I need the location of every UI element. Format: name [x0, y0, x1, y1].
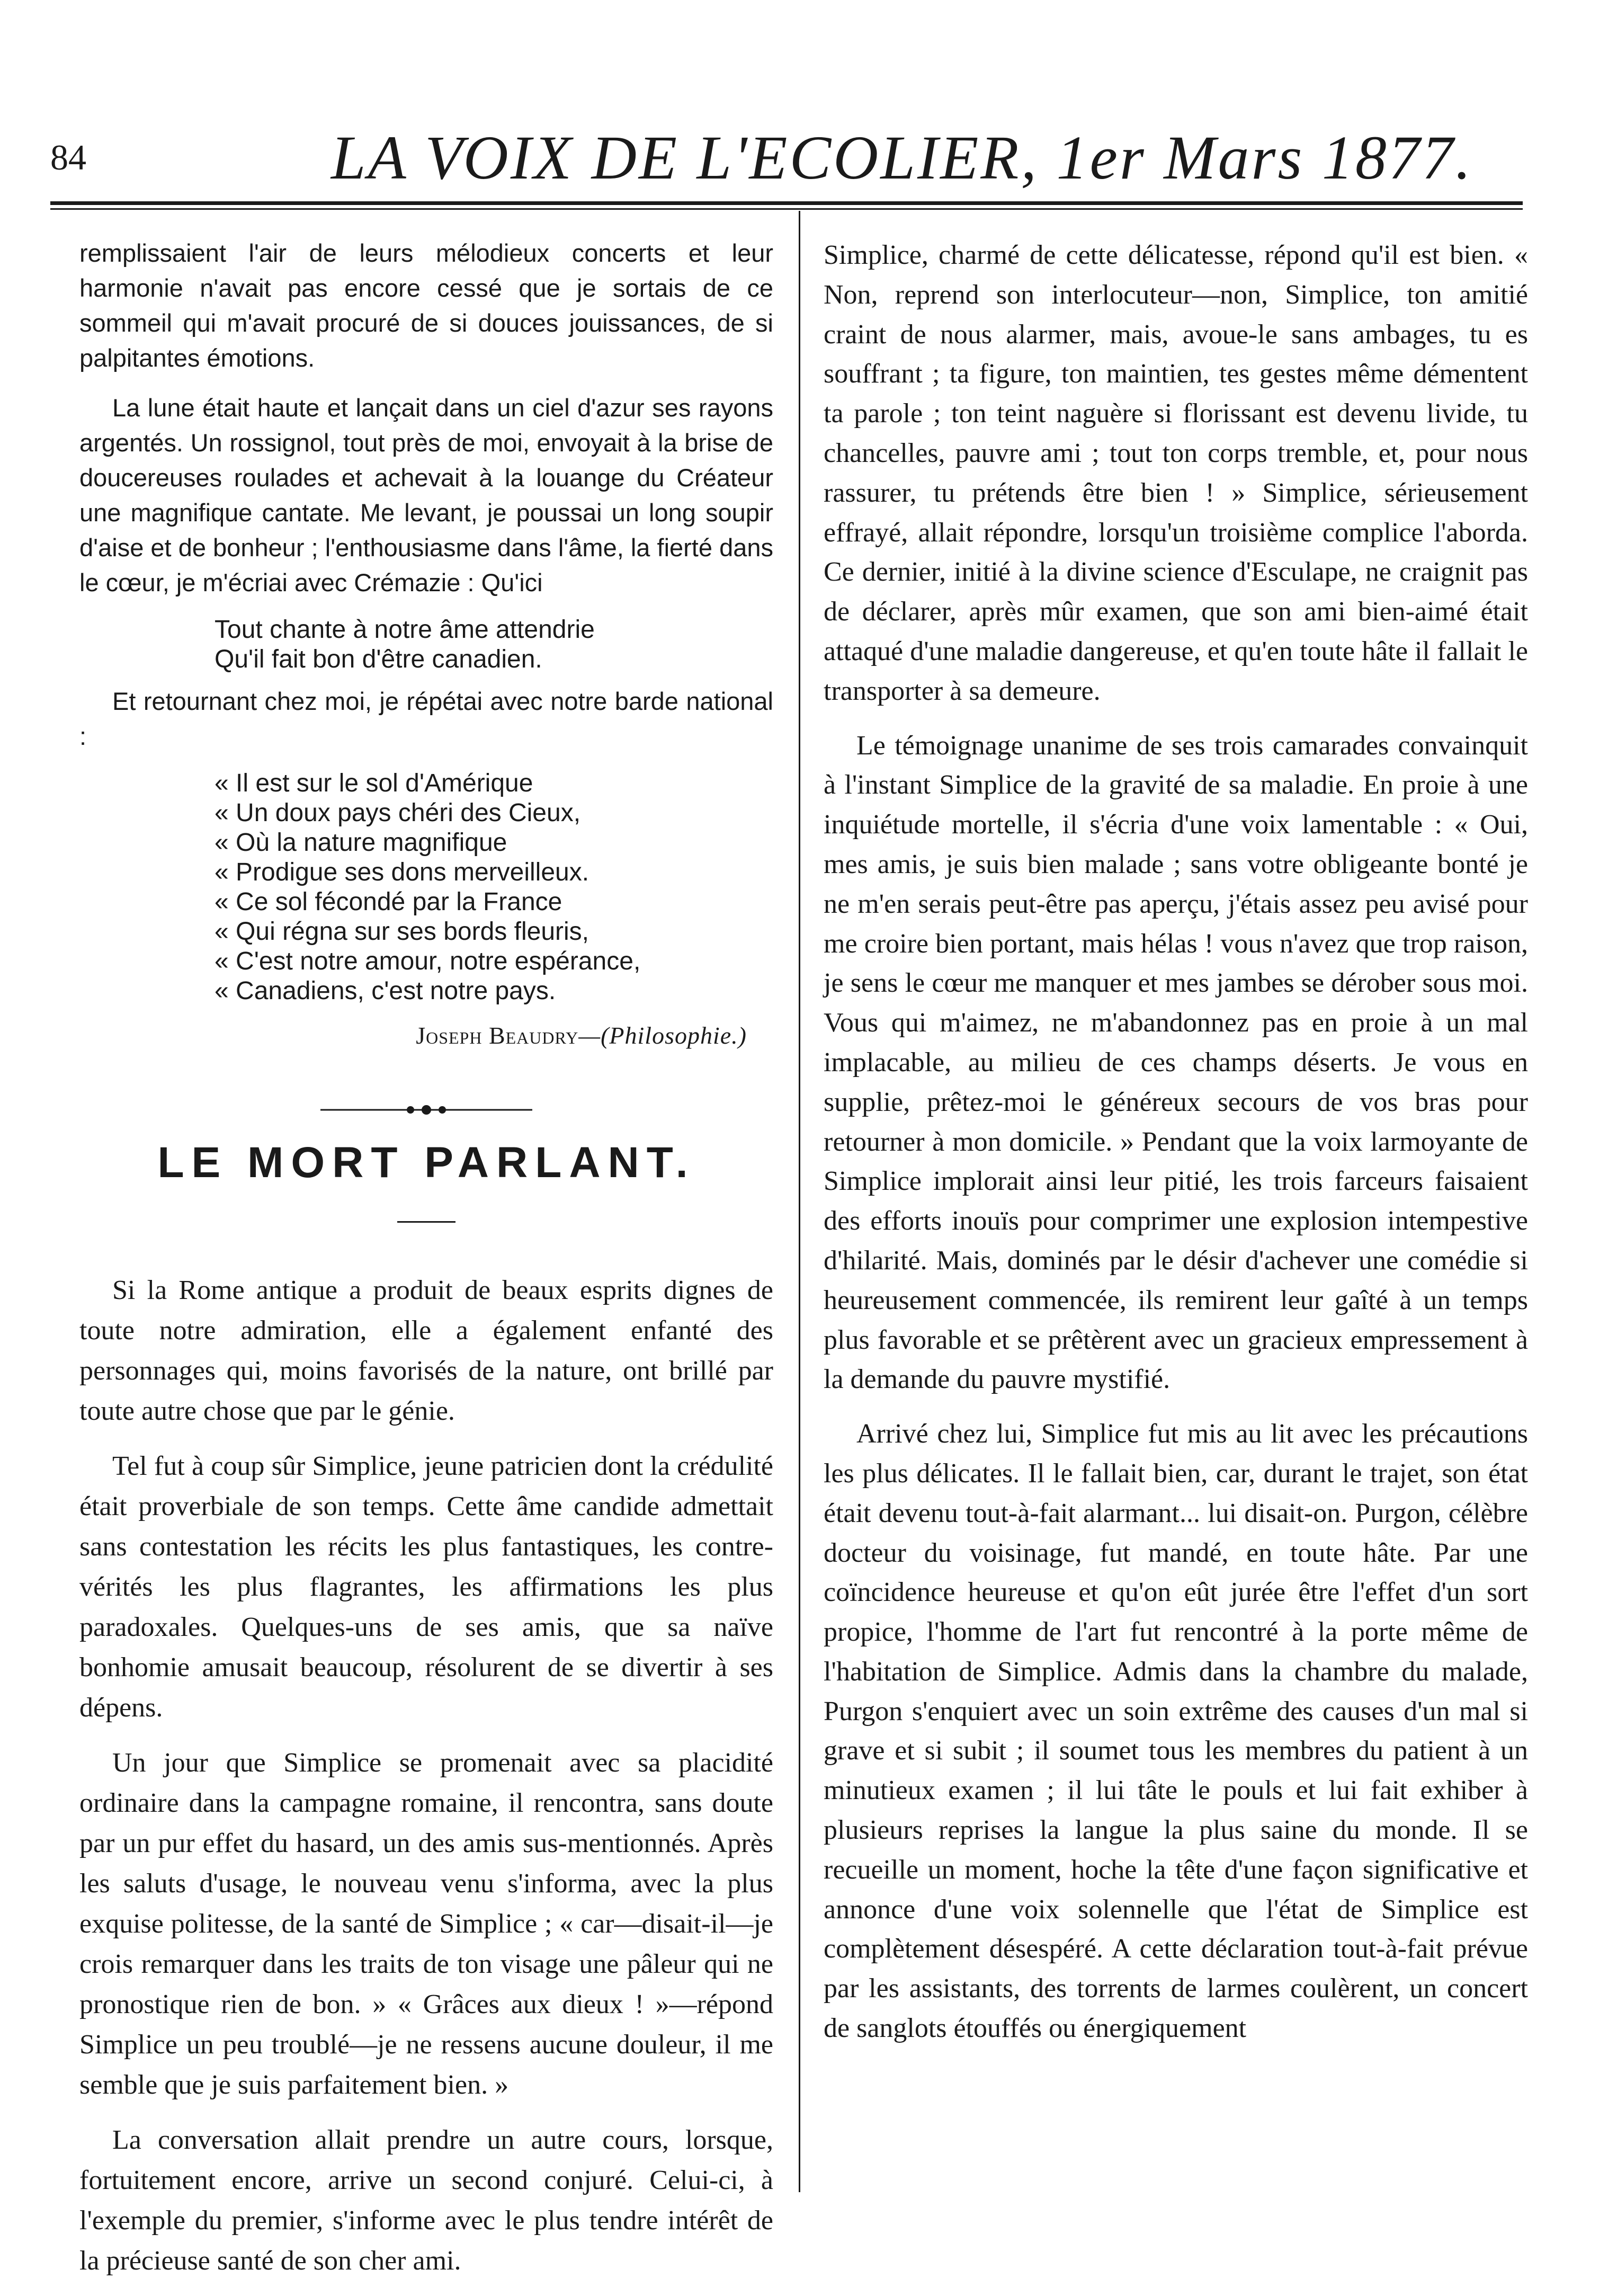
- left-column: [79, 236, 773, 2296]
- header-rule-thick: [50, 201, 1523, 205]
- right-column: [824, 236, 1528, 2063]
- verse-line: Qu'il fait bon d'être canadien.: [215, 645, 542, 673]
- ornament-divider: [320, 1099, 532, 1120]
- paragraph: Si la Rome antique a produit de beaux esprits dignes de toute notre admiration, elle a également enfanté des personnages qui, moins favorisés de la nature, ont brillé par toute autre chose que par le génie.: [79, 1275, 773, 1426]
- verse-line: « Il est sur le sol d'Amérique: [215, 769, 533, 797]
- running-title: LA VOIX DE L'ECOLIER, 1er Mars 1877.: [331, 123, 1473, 192]
- author-signature: [79, 1020, 747, 1052]
- paragraph: Simplice, charmé de cette délicatesse, répond qu'il est bien. « Non, reprend son interlocuteur—non, Simplice, ton amitié craint de nous alarmer, mais, avoue-le sans ambages, tu es souffrant ; ta figure, ton maintien, tes gestes même démentent ta parole ; ton teint naguère si florissant est devenu livide, tu chancelles, pauvre ami ; tout ton corps tremble, et, pour nous rassurer, tu prétends être bien ! » Simplice, sérieusement effrayé, allait répondre, lorsqu'un troisième complice l'aborda. Ce dernier, initié à la divine science d'Esculape, ne craignit pas de déclarer, après mûr examen, que son ami bien-aimé était attaqué d'une maladie dangereuse, et qu'en toute hâte il fallait le transporter à sa demeure.: [824, 240, 1528, 706]
- author-class: —(Philosophie.): [578, 1022, 747, 1049]
- header-rule-thin: [50, 208, 1523, 210]
- verse-line: « Canadiens, c'est notre pays.: [215, 977, 556, 1005]
- verse-line: « Un doux pays chéri des Cieux,: [215, 799, 581, 827]
- paragraph: La lune était haute et lançait dans un ciel d'azur ses rayons argentés. Un rossignol, tout près de moi, envoyait à la brise de doucereuses roulades et achevait à la louange du Créateur une magnifique cantate. Me levant, je poussai un long soupir d'aise et de bonheur ; l'enthousiasme dans l'âme, la fierté dans le cœur, je m'écriai avec Crémazie : Qu'ici: [79, 394, 773, 597]
- paragraph: Et retournant chez moi, je répétai avec notre barde national :: [79, 687, 773, 750]
- verse-quote: [215, 615, 773, 674]
- verse-line: « Où la nature magnifique: [215, 829, 507, 857]
- paragraph: Un jour que Simplice se promenait avec sa placidité ordinaire dans la campagne romaine, il rencontra, sans doute par un pur effet du hasard, un des amis sus-mentionnés. Après les saluts d'usage, le nouveau venu s'informa, avec la plus exquise politesse, de la santé de Simplice ; « car—disait-il—je crois remarquer dans les traits de ton visage une pâleur qui ne pronostique rien de bon. » « Grâces aux dieux ! »—répond Simplice un peu troublé—je ne ressens aucune douleur, il me semble que je suis parfaitement bien. »: [79, 1748, 773, 2100]
- verse-line: « Prodigue ses dons merveilleux.: [215, 858, 589, 886]
- paragraph: Le témoignage unanime de ses trois camarades convainquit à l'instant Simplice de la gravité de sa maladie. En proie à une inquiétude mortelle, il s'écria d'une voix lamentable : « Oui, mes amis, je suis bien malade ; sans votre obligeante bonté je ne m'en serais peut-être pas aperçu, j'étais assez peu avisé pour me croire bien portant, mais hélas ! vous n'avez que trop raison, je sens le cœur me manquer et mes jambes se dérober sous moi. Vous qui m'aimez, ne m'abandonnez pas en proie à un mal implacable, au milieu de ces champs déserts. Je vous en supplie, prêtez-moi le généreux secours de vos bras pour retourner à mon domicile. » Pendant que la voix larmoyante de Simplice implorait ainsi leur pitié, les trois farceurs faisaient des efforts inouïs pour comprimer une explosion intempestive d'hilarité. Mais, dominés par le désir d'achever une comédie si heureusement commencée, ils remirent leur gaîté à un temps plus favorable et se prêtèrent avec un gracieux empressement à la demande du pauvre mystifié.: [824, 730, 1528, 1395]
- column-divider: [799, 211, 800, 2192]
- verse-line: « Ce sol fécondé par la France: [215, 888, 562, 916]
- page-number: 84: [50, 137, 86, 177]
- paragraph: Arrivé chez lui, Simplice fut mis au lit avec les précautions les plus délicates. Il le fallait bien, car, durant le trajet, son état était devenu tout-à-fait alarmant... lui disait-on. Purgon, célèbre docteur du voisinage, fut mandé, en toute hâte. Par une coïncidence heureuse et qu'on eût jurée être l'effet d'un sort propice, l'homme de l'art fut rencontré à la porte même de l'habitation de Simplice. Admis dans la chambre du malade, Purgon s'enquiert avec un soin extrême des causes d'un mal si grave et si subit ; il soumet tous les membres du patient à un minutieux examen ; il lui tâte le pouls et lui fait exhiber à plusieurs reprises la langue la plus saine du monde. Il se recueille un moment, hoche la tête d'une façon significative et annonce d'une voix solennelle que l'état de Simplice est complètement désespéré. A cette déclaration tout-à-fait prévue par les assistants, des torrents de larmes coulèrent, un concert de sanglots étouffés ou énergiquement: [824, 1419, 1528, 2044]
- author-name: Joseph Beaudry: [416, 1022, 579, 1049]
- verse-line: Tout chante à notre âme attendrie: [215, 616, 595, 644]
- paragraph: La conversation allait prendre un autre cours, lorsque, fortuitement encore, arrive un second conjuré. Celui-ci, à l'exemple du premier, s'informe avec le plus tendre intérêt de la précieuse santé de son cher ami.: [79, 2125, 773, 2276]
- section-title: LE MORT PARLANT.: [157, 1138, 695, 1187]
- verse-poem: [215, 769, 773, 1006]
- verse-line: « C'est notre amour, notre espérance,: [215, 947, 641, 975]
- paragraph: Tel fut à coup sûr Simplice, jeune patricien dont la crédulité était proverbiale de son temps. Cette âme candide admettait sans contestation les récits les plus fantastiques, les contre-vérités les plus flagrantes, les affirmations les plus paradoxales. Quelques-uns de ses amis, que sa naïve bonhomie amusait beaucoup, résolurent de se divertir à ses dépens.: [79, 1451, 773, 1723]
- verse-line: « Qui régna sur ses bords fleuris,: [215, 918, 589, 946]
- paragraph: remplissaient l'air de leurs mélodieux concerts et leur harmonie n'avait pas encore cessé que je sortais de ce sommeil qui m'avait procuré de si douces jouissances, de si palpitantes émotions.: [79, 239, 773, 372]
- title-rule: [397, 1221, 455, 1223]
- page-header: [50, 117, 1523, 191]
